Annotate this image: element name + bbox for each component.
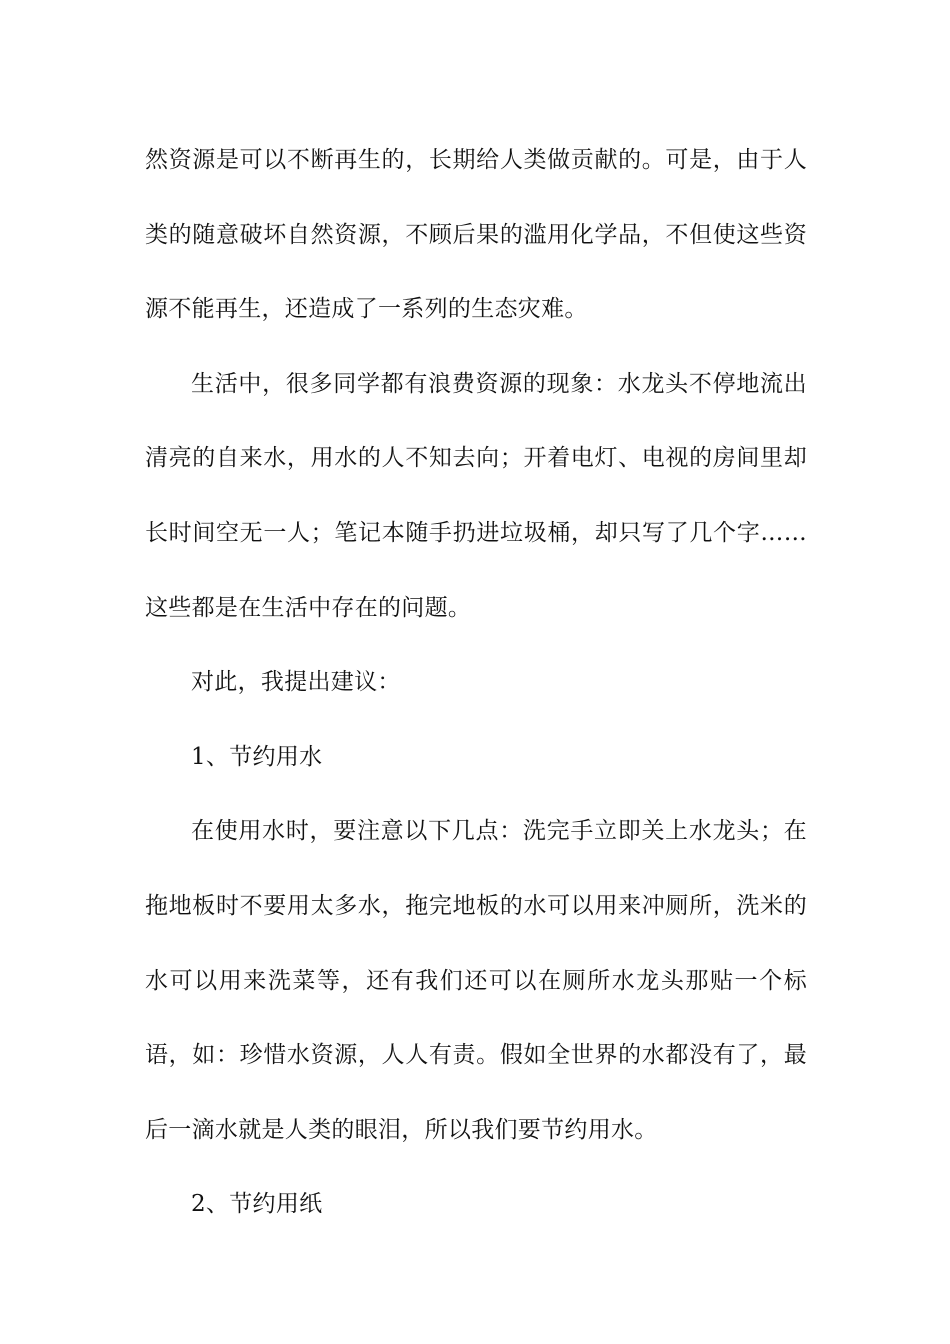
heading-save-water: 1、节约用水	[191, 743, 323, 770]
paragraph-save-water-tips: 在使用水时，要注意以下几点：洗完手立即关上水龙头；在拖地板时不要用太多水，拖完地板的水可以用来冲厕所，洗米的水可以用来洗菜等，还有我们还可以在厕所水龙头那贴一个标语，如：珍惜水资源，人人有责。假如全世界的水都没有了，最后一滴水就是人类的眼泪，所以我们要节约用水。	[145, 818, 807, 1143]
heading-save-paper: 2、节约用纸	[191, 1191, 323, 1218]
paragraph-suggestion-intro: 对此，我提出建议：	[191, 669, 401, 696]
paragraph-continuation: 然资源是可以不断再生的，长期给人类做贡献的。可是，由于人类的随意破坏自然资源，不顾后果的滥用化学品，不但使这些资源不能再生，还造成了一系列的生态灾难。	[145, 147, 807, 323]
body-text	[145, 123, 807, 1242]
paragraph-waste-phenomena: 生活中，很多同学都有浪费资源的现象：水龙头不停地流出清亮的自来水，用水的人不知去向；开着电灯、电视的房间里却长时间空无一人；笔记本随手扔进垃圾桶，却只写了几个字……这些都是在生活中存在的问题。	[145, 370, 807, 621]
